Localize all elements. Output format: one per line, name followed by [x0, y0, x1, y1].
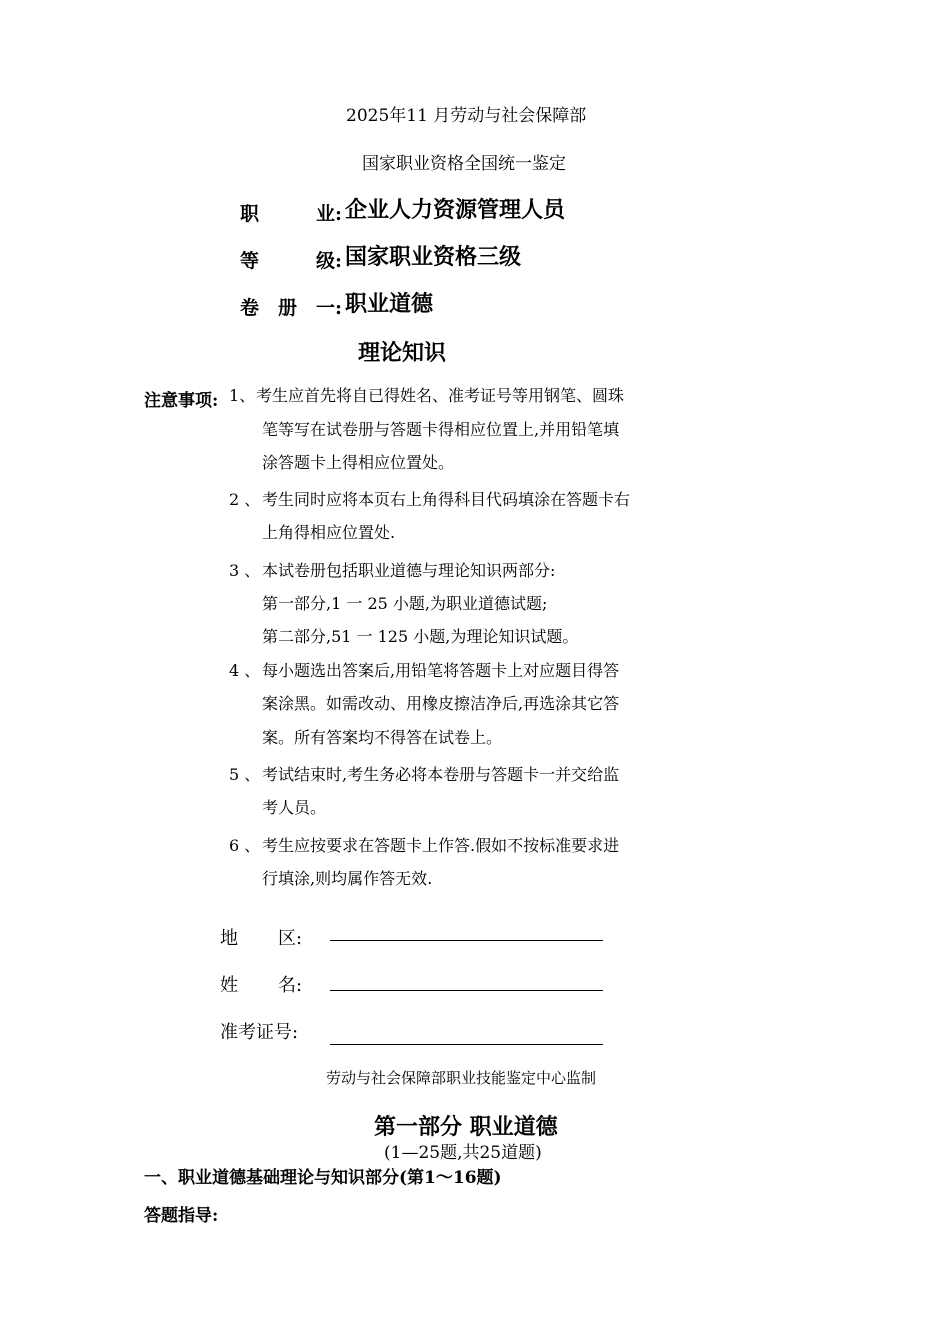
- notice-5-line-2: 考人员。: [262, 798, 327, 817]
- notice-3-line-3: 第二部分,51 一 125 小题,为理论知识试题。: [262, 627, 579, 646]
- part1-subtitle: (1—25题,共25道题): [384, 1143, 542, 1163]
- notice-4-line-1: 每小题选出答案后,用铅笔将答题卡上对应题目得答: [262, 661, 620, 680]
- notice-6-line-2: 行填涂,则均属作答无效.: [262, 869, 433, 888]
- notice-3-line-1: 本试卷册包括职业道德与理论知识两部分:: [262, 561, 556, 580]
- part1-guide: 答题指导:: [144, 1206, 219, 1226]
- notice-5-line-1: 考试结束时,考生务必将本卷册与答题卡一并交给监: [262, 765, 620, 784]
- notice-4-num: 4 、: [229, 661, 261, 680]
- name-label-a: 姓: [220, 975, 238, 996]
- notice-4-line-3: 案。所有答案均不得答在试卷上。: [262, 728, 503, 747]
- part1-section-heading: 一、职业道德基础理论与知识部分(第1～16题): [144, 1168, 502, 1188]
- occupation-label-a: 职: [240, 203, 260, 225]
- name-underline: [330, 990, 603, 991]
- region-underline: [330, 940, 603, 941]
- level-label-b: 级:: [316, 250, 343, 272]
- notice-2-line-2: 上角得相应位置处.: [262, 523, 396, 542]
- volume-label-a: 卷: [240, 297, 260, 319]
- notice-6-num: 6 、: [229, 836, 261, 855]
- notice-2-num: 2 、: [229, 490, 261, 509]
- ticket-label: 准考证号:: [220, 1022, 299, 1043]
- volume-label-mid: 册: [278, 297, 298, 319]
- notice-1-line-1: 考生应首先将自已得姓名、准考证号等用钢笔、圆珠: [256, 386, 625, 405]
- region-label-a: 地: [220, 928, 238, 949]
- notice-5-num: 5 、: [229, 765, 261, 784]
- region-label-b: 区:: [278, 928, 303, 949]
- part1-title: 第一部分 职业道德: [374, 1114, 558, 1140]
- notice-2-line-1: 考生同时应将本页右上角得科目代码填涂在答题卡右: [262, 490, 631, 509]
- notice-1-num: 1、: [229, 386, 256, 405]
- volume-value: 职业道德: [345, 291, 434, 317]
- notice-label: 注意事项:: [144, 391, 219, 411]
- notice-3-line-2: 第一部分,1 一 25 小题,为职业道德试题;: [262, 594, 548, 613]
- occupation-label-b: 业:: [316, 203, 343, 225]
- notice-4-line-2: 案涂黑。如需改动、用橡皮擦洁净后,再选涂其它答: [262, 694, 620, 713]
- notice-6-line-1: 考生应按要求在答题卡上作答.假如不按标准要求进: [262, 836, 620, 855]
- subtitle-theory: 理论知识: [358, 340, 447, 366]
- notice-1-line-3: 涂答题卡上得相应位置处。: [262, 453, 455, 472]
- level-value: 国家职业资格三级: [345, 244, 522, 270]
- level-label-a: 等: [240, 250, 260, 272]
- volume-label-b: 一:: [316, 297, 343, 319]
- notice-1-line-2: 笔等写在试卷册与答题卡得相应位置上,并用铅笔填: [262, 420, 620, 439]
- name-label-b: 名:: [278, 975, 303, 996]
- ticket-underline: [330, 1044, 603, 1045]
- header-line-2: 国家职业资格全国统一鉴定: [362, 154, 566, 174]
- occupation-value: 企业人力资源管理人员: [345, 197, 566, 223]
- notice-3-num: 3 、: [229, 561, 261, 580]
- supervisor-line: 劳动与社会保障部职业技能鉴定中心监制: [326, 1069, 597, 1087]
- header-line-1: 2025年11 月劳动与社会保障部: [346, 106, 587, 126]
